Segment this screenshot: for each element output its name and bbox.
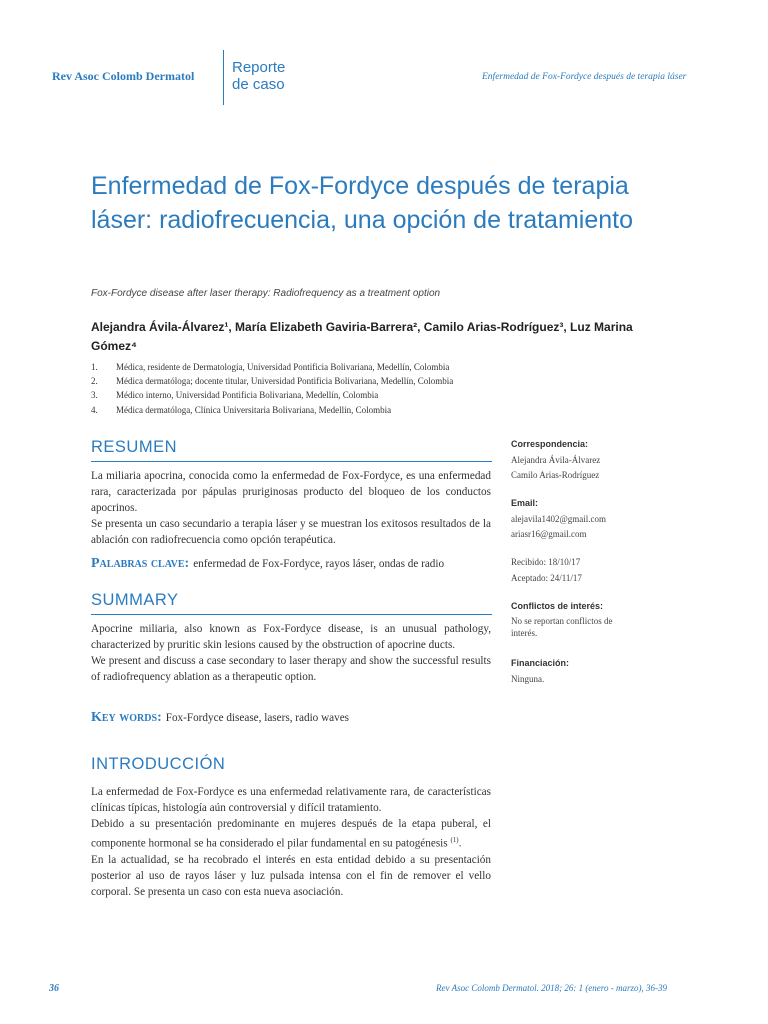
- conflicts-label: Conflictos de interés:: [511, 601, 604, 611]
- funding-text: Ninguna.: [511, 673, 545, 684]
- citation-ref: (1): [450, 836, 459, 844]
- keywords-text: enfermedad de Fox-Fordyce, rayos láser, ondas de radio: [193, 558, 445, 570]
- page-number: 36: [49, 983, 59, 994]
- email-address: alejavila1402@gmail.com: [511, 513, 607, 524]
- accepted-date: Aceptado: 24/11/17: [511, 572, 582, 583]
- summary-rule: [91, 614, 492, 615]
- summary-paragraph: Apocrine miliaria, also known as Fox-Fordyce disease, is an unusual pathology, characterized by pruritic skin lesions caused by the obstruction of apocrine ducts.: [91, 623, 491, 651]
- keywords-label: Palabras clave:: [91, 556, 190, 571]
- section-label-line1: Reporte: [232, 59, 286, 76]
- intro-text: [91, 784, 491, 900]
- keywords-label: Key words:: [91, 710, 162, 725]
- resumen-paragraph: La miliaria apocrina, conocida como la enfermedad de Fox-Fordyce, es una enfermedad rara, caracterizada por pápulas pruriginosas producto del bloqueo de los conductos apocrinos.: [91, 470, 491, 514]
- summary-text: [91, 621, 491, 685]
- funding-label: Financiación:: [511, 658, 570, 668]
- summary-keywords: [91, 708, 501, 726]
- correspondence-label: Correspondencia:: [511, 439, 589, 449]
- resumen-paragraph: Se presenta un caso secundario a terapia láser y se muestran los exitosos resultados de la ablación con radiofrecuencia como opción terapéutica.: [91, 518, 491, 546]
- intro-paragraph: La enfermedad de Fox-Fordyce es una enfermedad relativamente rara, de características clínicas típicas, histología aún controversial y difícil tratamiento.: [91, 786, 491, 814]
- resumen-rule: [91, 461, 492, 462]
- keywords-text: Fox-Fordyce disease, lasers, radio waves: [165, 712, 350, 724]
- summary-paragraph: We present and discuss a case secondary to laser therapy and show the successful results of radiofrequency ablation as a therapeutic option.: [91, 655, 491, 683]
- section-label: [232, 59, 322, 93]
- resumen-heading: RESUMEN: [91, 438, 178, 456]
- resumen-text: [91, 468, 491, 548]
- dates-block: [511, 555, 636, 586]
- email-address: ariasr16@gmail.com: [511, 529, 587, 539]
- correspondence-name: Camilo Arias-Rodríguez: [511, 470, 600, 480]
- email-label: Email:: [511, 498, 539, 508]
- correspondence-name: Alejandra Ávila-Álvarez: [511, 454, 601, 465]
- correspondence-block: [511, 437, 636, 484]
- resumen-keywords: [91, 554, 501, 572]
- intro-heading: INTRODUCCIÓN: [91, 755, 226, 773]
- affiliation-item: 1. Médica, residente de Dermatología, Universidad Pontificia Bolivariana, Medellín, Colombia: [91, 362, 450, 372]
- footer-citation: Rev Asoc Colomb Dermatol. 2018; 26: 1 (enero - marzo), 36-39: [436, 983, 667, 993]
- affiliation-list: [91, 360, 631, 417]
- received-date: Recibido: 18/10/17: [511, 557, 581, 567]
- author-list: Alejandra Ávila-Álvarez¹, María Elizabeth Gaviria-Barrera², Camilo Arias-Rodríguez³, Luz Marina Gómez⁴: [91, 320, 633, 353]
- section-label-line2: de caso: [232, 76, 285, 93]
- article-subtitle: Fox-Fordyce disease after laser therapy: Radiofrequency as a treatment option: [91, 288, 441, 299]
- header-divider: [223, 50, 224, 105]
- intro-paragraph: En la actualidad, se ha recobrado el interés en esta entidad debido a su presentación posterior al uso de rayos láser y luz pulsada intensa con el fin de remover el vello corporal. Se presenta un caso con esta nueva asociación.: [91, 853, 491, 898]
- funding-block: [511, 656, 636, 687]
- conflicts-block: [511, 599, 636, 640]
- affiliation-item: 3. Médico interno, Universidad Pontificia Bolivariana, Medellín, Colombia: [91, 390, 379, 401]
- affiliation-item: 4. Médica dermatóloga, Clínica Universitaria Bolivariana, Medellín, Colombia: [91, 404, 392, 415]
- email-block: [511, 496, 636, 543]
- article-title: Enfermedad de Fox-Fordyce después de terapia láser: radiofrecuencia, una opción de tratamiento: [91, 172, 633, 234]
- running-title: Enfermedad de Fox-Fordyce después de terapia láser: [482, 72, 687, 82]
- affiliation-item: 2. Médica dermatóloga; docente titular, Universidad Pontificia Bolivariana, Medellín, Colombia: [91, 376, 454, 387]
- summary-heading: SUMMARY: [91, 591, 179, 609]
- conflicts-text: No se reportan conflictos de interés.: [511, 615, 613, 638]
- intro-paragraph: Debido a su presentación predominante en mujeres después de la etapa puberal, el componente hormonal se ha considerado el pilar fundamental en su patogénesis $^{(1)}$.: [91, 818, 491, 850]
- journal-name: Rev Asoc Colomb Dermatol: [52, 69, 195, 83]
